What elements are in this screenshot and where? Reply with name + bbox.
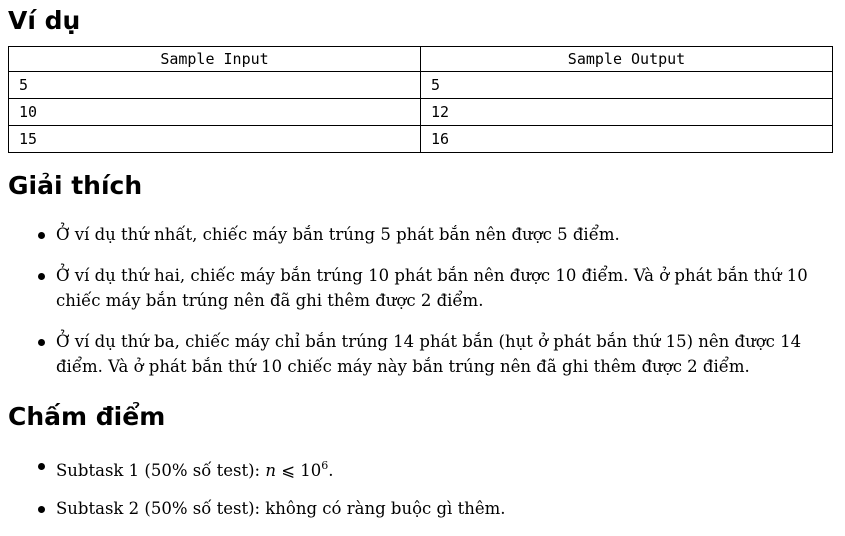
sample-output-header: Sample Output bbox=[421, 47, 833, 72]
sample-input-cell: 10 bbox=[9, 99, 421, 126]
list-item: Ở ví dụ thứ ba, chiếc máy chỉ bắn trúng 14 phát bắn (hụt ở phát bắn thứ 15) nên được 14 điểm. Và ở phát bắn thứ 10 chiếc máy này bắn trúng nên đã ghi thêm được 2 điểm. bbox=[36, 329, 836, 379]
sample-input-cell: 15 bbox=[9, 126, 421, 153]
explanation-heading: Giải thích bbox=[8, 171, 143, 200]
sample-table bbox=[8, 46, 833, 153]
list-item: Ở ví dụ thứ nhất, chiếc máy bắn trúng 5 phát bắn nên được 5 điểm. bbox=[36, 222, 836, 247]
math-base: 10 bbox=[300, 461, 322, 480]
subtask-1-text: Subtask 1 (50% số test): bbox=[56, 461, 266, 480]
subtask-1-item bbox=[36, 453, 836, 483]
list-item: Ở ví dụ thứ hai, chiếc máy bắn trúng 10 phát bắn nên được 10 điểm. Và ở phát bắn thứ 10 chiếc máy bắn trúng nên đã ghi thêm được 2 điểm. bbox=[36, 263, 836, 313]
sample-output-cell: 12 bbox=[421, 99, 833, 126]
table-row bbox=[9, 126, 833, 153]
sample-input-header: Sample Input bbox=[9, 47, 421, 72]
explanation-list bbox=[36, 222, 836, 379]
sample-input-cell: 5 bbox=[9, 72, 421, 99]
example-heading: Ví dụ bbox=[8, 6, 81, 35]
math-exponent: 6 bbox=[321, 459, 329, 472]
table-row bbox=[9, 99, 833, 126]
math-operator: ⩽ bbox=[275, 461, 301, 480]
subtask-1-suffix: . bbox=[328, 461, 334, 480]
sample-output-cell: 16 bbox=[421, 126, 833, 153]
subtask-2-item: Subtask 2 (50% số test): không có ràng buộc gì thêm. bbox=[36, 496, 836, 521]
sample-table-header-row bbox=[9, 47, 833, 72]
sample-output-cell: 5 bbox=[421, 72, 833, 99]
math-variable: n bbox=[265, 461, 276, 480]
table-row bbox=[9, 72, 833, 99]
scoring-list bbox=[36, 453, 836, 521]
scoring-heading: Chấm điểm bbox=[8, 402, 166, 431]
